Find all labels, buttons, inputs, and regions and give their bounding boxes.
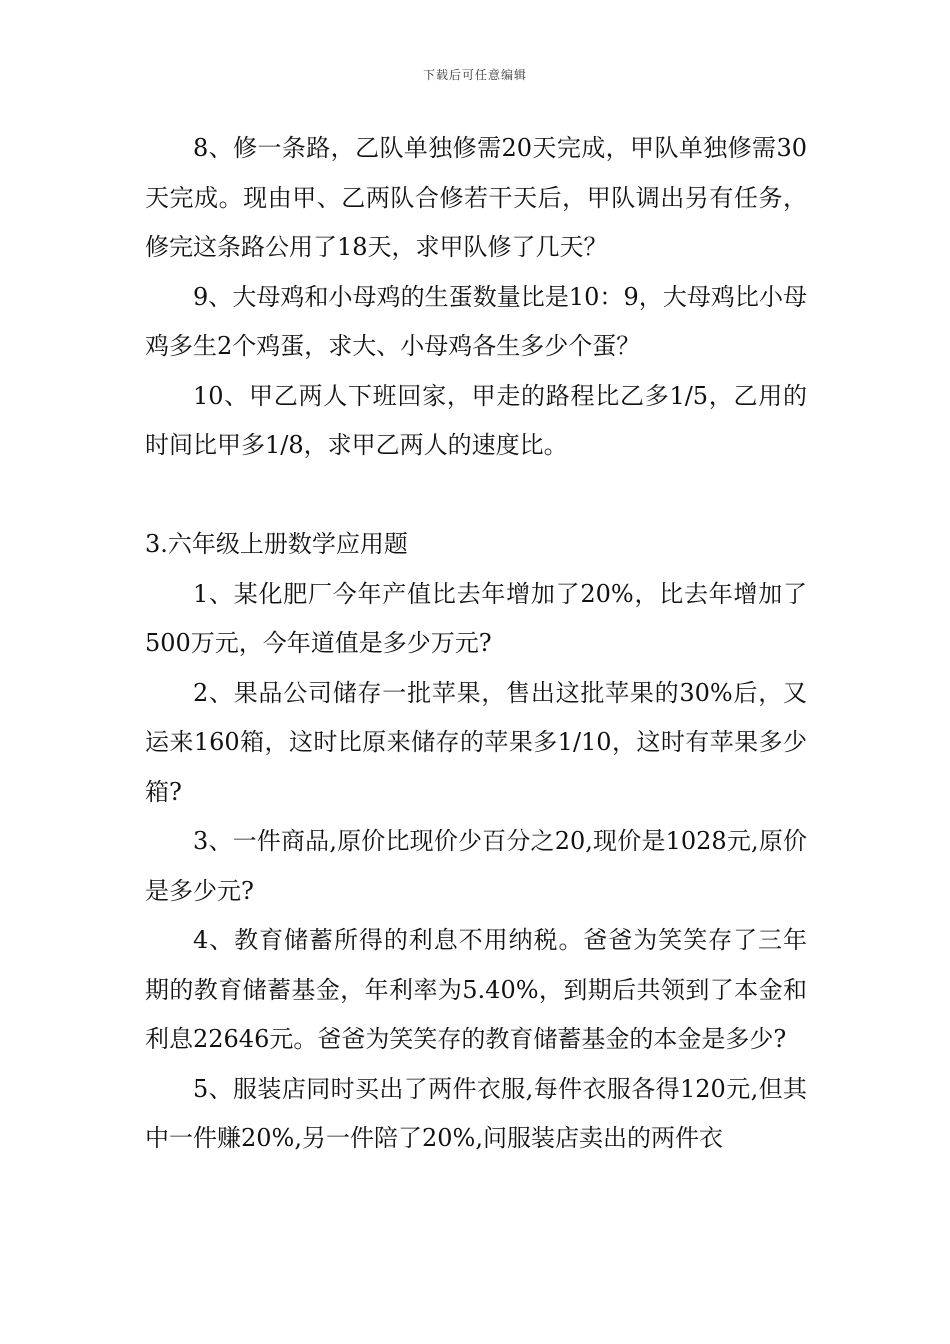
page-header: 下载后可任意编辑 — [422, 68, 527, 82]
problem-8: 8、修一条路，乙队单独修需20天完成，甲队单独修需30天完成。现由甲、乙两队合修若干天后，甲队调出另有任务，修完这条路公用了18天，求甲队修了几天？ — [145, 134, 807, 261]
problem-4: 4、教育储蓄所得的利息不用纳税。爸爸为笑笑存了三年期的教育储蓄基金，年利率为5.40%，到期后共领到了本金和利息22646元。爸爸为笑笑存的教育储蓄基金的本金是多少? — [145, 926, 807, 1053]
problem-1: 1、某化肥厂今年产值比去年增加了20%，比去年增加了500万元，今年道值是多少万元? — [145, 579, 807, 657]
problem-3: 3、一件商品,原价比现价少百分之20,现价是1028元,原价是多少元? — [145, 827, 807, 905]
section-title: 3.六年级上册数学应用题 — [145, 530, 408, 558]
problem-5: 5、服装店同时买出了两件衣服,每件衣服各得120元,但其中一件赚20%,另一件陪了20%,问服装店卖出的两件衣 — [145, 1074, 807, 1152]
document-body — [145, 124, 807, 1164]
problem-9: 9、大母鸡和小母鸡的生蛋数量比是10：9，大母鸡比小母鸡多生2个鸡蛋，求大、小母鸡各生多少个蛋？ — [145, 282, 807, 360]
problem-10: 10、甲乙两人下班回家，甲走的路程比乙多1/5，乙用的时间比甲多1/8，求甲乙两人的速度比。 — [145, 381, 807, 459]
problem-2: 2、果品公司储存一批苹果，售出这批苹果的30%后，又运来160箱，这时比原来储存的苹果多1/10，这时有苹果多少箱? — [145, 678, 807, 806]
